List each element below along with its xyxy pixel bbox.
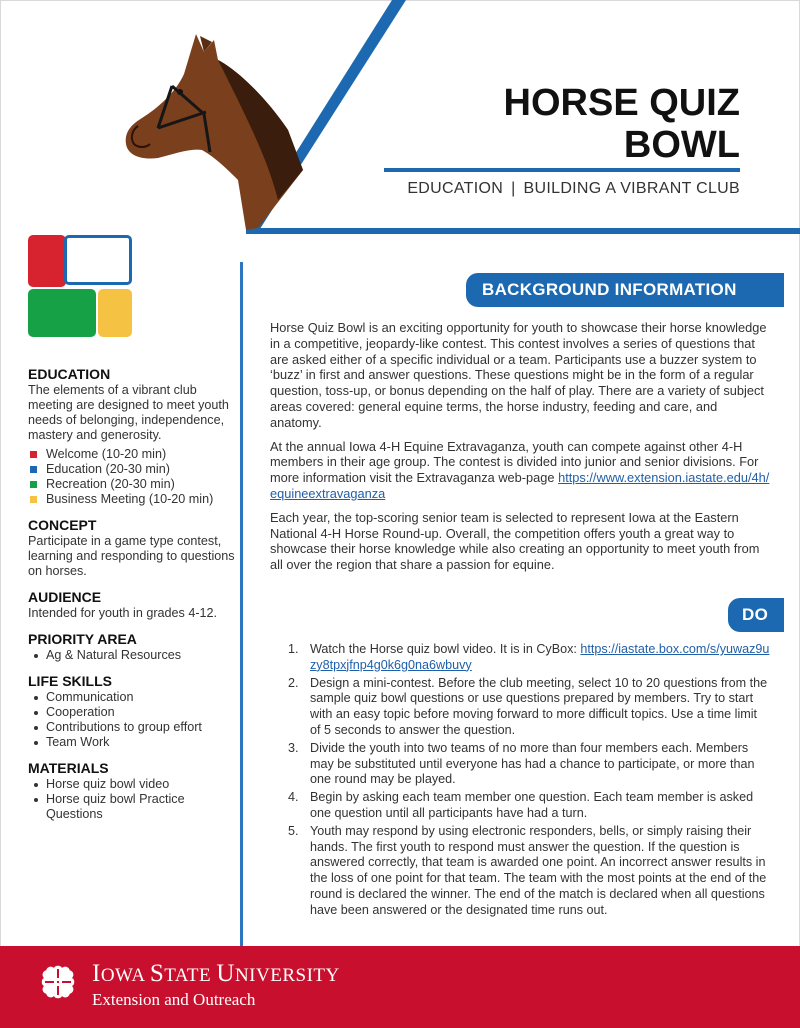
subtitle-separator: | (511, 180, 516, 197)
list-item: Team Work (28, 735, 240, 750)
blue-square-icon (30, 466, 37, 473)
cybox-video-link[interactable]: https://iastate.box.com/s/yuwaz9uzy8tpxjfnp4g0k6g0na6wbuvy (310, 642, 770, 672)
materials-section (28, 760, 240, 822)
life-skills-heading: LIFE SKILLS (28, 673, 112, 689)
background-body (270, 320, 770, 581)
name-rest: OWA (100, 965, 150, 986)
meeting-item-label: Education (20-30 min) (46, 462, 170, 476)
name-initial: U (216, 960, 235, 987)
name-initial: S (149, 960, 165, 987)
step-number: 1. (288, 642, 299, 656)
life-skills-list (28, 690, 240, 750)
step-number: 3. (288, 740, 299, 755)
subtitle-topic: BUILDING A VIBRANT CLUB (523, 180, 740, 197)
meeting-item-education (28, 462, 240, 477)
materials-heading: MATERIALS (28, 760, 109, 776)
meeting-item-recreation (28, 477, 240, 492)
meeting-item-label: Business Meeting (10-20 min) (46, 492, 214, 506)
name-rest: NIVERSITY (234, 965, 340, 986)
step-item (270, 642, 770, 674)
yellow-square-icon (30, 496, 37, 503)
meeting-item-label: Welcome (10-20 min) (46, 447, 167, 461)
step-item (270, 676, 770, 739)
title-line-1: HORSE QUIZ (503, 82, 740, 124)
step-item (270, 741, 770, 788)
sidebar (28, 366, 240, 832)
step-number: 4. (288, 790, 299, 805)
background-paragraph-1: Horse Quiz Bowl is an exciting opportunity for youth to showcase their horse knowledge in a competitive, jeopardy-like contest. This contest involves a series of questions that are asked either of a specific individual or a team. Participants use a buzzer system to ‘buzz’ in first and answer questions. These questions might be in the form of a regular question, toss-up, or bonus depending on the half of play. There are a variety of subject areas covered: general equine terms, the horse industry, feeding and care, and anatomy. (270, 320, 767, 430)
materials-list (28, 777, 240, 822)
concept-heading: CONCEPT (28, 517, 97, 533)
priority-list (28, 648, 240, 663)
education-section (28, 366, 240, 507)
step-text: Youth may respond by using electronic responders, bells, or simply raising their hands. The first youth to respond must answer the question. If the question is answered correctly, that team is awarded one point. An incorrect answer results in the loss of one point for that team. The team with the most points at the end of the round is declared the winner. The end of the match is declared when all questions have been answered or the designated time runs out. (310, 823, 767, 917)
step-number: 5. (288, 823, 299, 838)
step-text: Design a mini-contest. Before the club meeting, select 10 to 20 questions from the sample quiz bowl questions or use questions prepared by members. Try to start with an easy topic before moving forward to more difficult topics. Use a time limit of 5 seconds to answer the question. (310, 675, 768, 737)
life-skills-section (28, 673, 240, 750)
concept-section (28, 517, 240, 579)
background-paragraph-2 (270, 439, 770, 502)
name-initial: I (92, 960, 101, 987)
step-number: 2. (288, 675, 299, 690)
vibrant-club-blocks-icon (28, 235, 136, 339)
do-steps-list (270, 642, 770, 921)
priority-heading: PRIORITY AREA (28, 631, 137, 647)
list-item: Ag & Natural Resources (28, 648, 240, 663)
list-item: Contributions to group effort (28, 720, 240, 735)
audience-section (28, 589, 240, 621)
footer (0, 946, 800, 1028)
list-item: Horse quiz bowl video (28, 777, 240, 792)
title-line-2: BOWL (623, 124, 740, 166)
meeting-elements-list (28, 447, 240, 507)
title-rule (384, 168, 740, 172)
list-item: Horse quiz bowl Practice Questions (28, 792, 240, 822)
red-square-icon (30, 451, 37, 458)
list-item: Communication (28, 690, 240, 705)
4h-clover-icon (38, 962, 78, 1002)
name-rest: TATE (164, 965, 217, 986)
extravaganza-link[interactable]: https://www.extension.iastate.edu/4h/equineextravaganza (270, 470, 770, 501)
do-heading: DO (728, 598, 784, 632)
step-text: Begin by asking each team member one question. Each team member is asked one question until all participants have had a turn. (310, 790, 754, 820)
step-item (270, 790, 770, 822)
step-text: Watch the Horse quiz bowl video. It is in CyBox: (310, 642, 581, 656)
priority-section (28, 631, 240, 663)
background-heading: BACKGROUND INFORMATION (466, 273, 784, 307)
page-title (504, 82, 740, 166)
paragraph-text: At the annual Iowa 4-H Equine Extravaganza, youth can compete against other 4-H members in their age group. The contest is divided into junior and senior divisions. For more information visit the Extravaganza web-page (270, 438, 759, 486)
step-item (270, 824, 770, 919)
meeting-item-label: Recreation (20-30 min) (46, 477, 175, 491)
extension-outreach-text: Extension and Outreach (92, 990, 256, 1009)
step-text: Divide the youth into two teams of no more than four members each. Members may be substituted until everyone has had a chance to participate, or more than one round may be played. (310, 740, 755, 787)
education-text: The elements of a vibrant club meeting are designed to meet youth needs of belonging, independence, mastery and generosity. (28, 383, 229, 442)
green-square-icon (30, 481, 37, 488)
meeting-item-welcome (28, 447, 240, 462)
subtitle (407, 180, 740, 198)
meeting-item-business (28, 492, 240, 507)
university-name (92, 960, 340, 988)
education-heading: EDUCATION (28, 366, 111, 382)
subtitle-category: EDUCATION (407, 180, 504, 197)
list-item: Cooperation (28, 705, 240, 720)
audience-heading: AUDIENCE (28, 589, 102, 605)
audience-text: Intended for youth in grades 4-12. (28, 606, 218, 620)
background-paragraph-3: Each year, the top-scoring senior team is selected to represent Iowa at the Eastern National 4-H Horse Round-up. Overall, the competition offers youth a great way to showcase their horse knowledge while also creating an opportunity to meet youth from all over the region that share a passion for equine. (270, 509, 760, 573)
horse-head-image (118, 30, 308, 230)
column-divider (240, 262, 243, 946)
concept-text: Participate in a game type contest, learning and responding to questions on horses. (28, 534, 235, 578)
